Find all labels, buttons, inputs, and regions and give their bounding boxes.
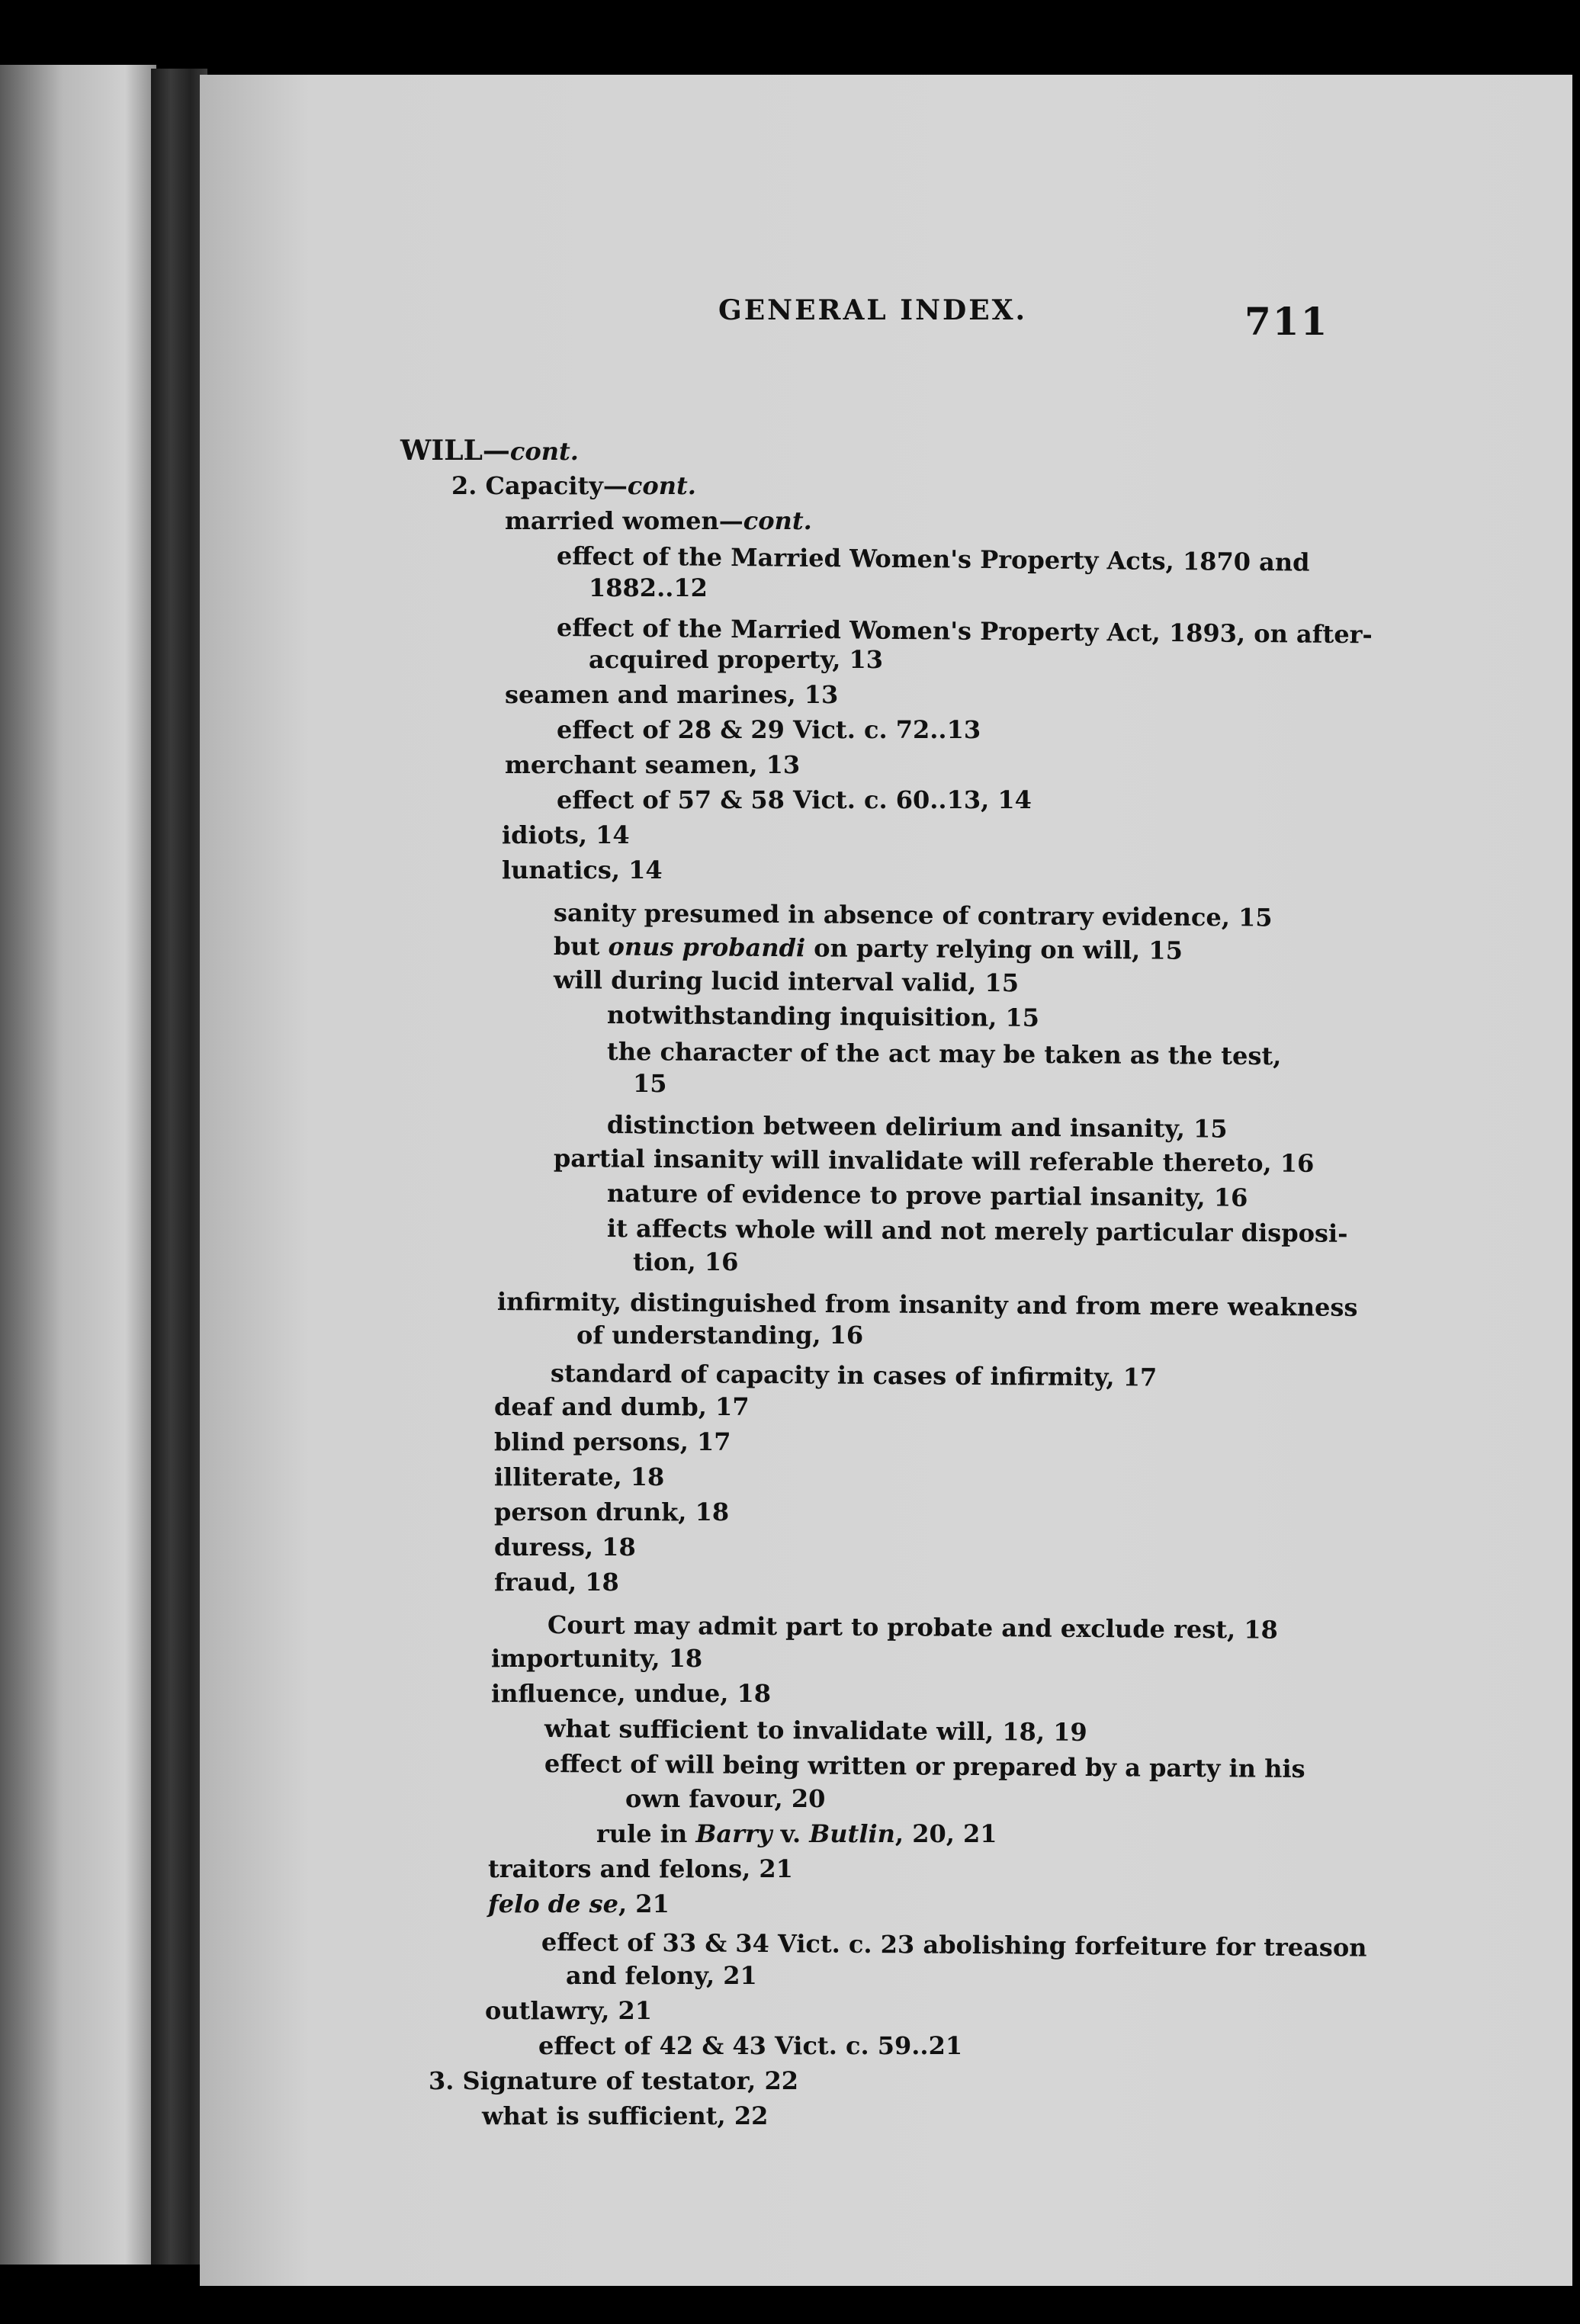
entry-text: and felony, 21	[566, 1961, 757, 1990]
entry-italic: felo de se	[488, 1889, 619, 1918]
entry-text: acquired property, 13	[589, 645, 884, 674]
entry-line	[633, 1244, 738, 1279]
entry-text: married women—	[505, 506, 743, 535]
entry-capacity	[451, 468, 696, 503]
entry-line	[494, 1424, 731, 1459]
entry-text: idiots, 14	[502, 820, 630, 849]
entry-text: it affects whole will and not merely particular disposi-	[606, 1214, 1348, 1248]
entry-text: WILL—	[400, 435, 510, 467]
entry-text: 1882..12	[589, 573, 708, 602]
entry-line	[566, 1958, 757, 1993]
entry-line	[607, 1107, 1228, 1147]
entry-line	[554, 1141, 1315, 1181]
entry-text: effect of will being written or prepared by a party in his	[544, 1749, 1305, 1783]
page-number: 711	[1244, 299, 1329, 344]
entry-line	[557, 782, 1032, 817]
entry-prefix: rule in	[596, 1819, 696, 1848]
entry-text: outlawry, 21	[485, 1996, 653, 2025]
entry-line	[485, 1993, 652, 2028]
entry-text: of understanding, 16	[576, 1321, 864, 1350]
entry-text: sanity presumed in absence of contrary evidence, 15	[553, 898, 1273, 932]
entry-line	[557, 712, 981, 747]
entry-text: tion, 16	[633, 1247, 739, 1276]
entry-line	[576, 1318, 863, 1353]
entry-line	[607, 1176, 1248, 1215]
entry-line	[488, 1886, 670, 1921]
entry-text: partial insanity will invalidate will referable thereto, 16	[553, 1144, 1315, 1178]
entry-suffix: cont.	[627, 471, 696, 500]
index-page	[200, 75, 1572, 2286]
entry-line	[482, 2098, 768, 2133]
entry-line	[494, 1459, 664, 1494]
facing-page-edge	[0, 65, 156, 2265]
entry-line	[502, 817, 630, 852]
entry-line	[596, 1816, 997, 1851]
running-head: GENERAL INDEX.	[718, 294, 1028, 326]
entry-line	[589, 570, 708, 605]
entry-text: will during lucid interval valid, 15	[553, 965, 1020, 998]
entry-text: 15	[633, 1069, 667, 1098]
entry-line	[625, 1781, 825, 1816]
entry-text: fraud, 18	[494, 1568, 619, 1597]
entry-italic: onus probandi	[608, 932, 806, 963]
entry-line	[429, 2063, 798, 2098]
entry-text: what is sufficient, 22	[482, 2101, 769, 2130]
entry-text: , 21	[618, 1889, 670, 1918]
entry-line	[538, 2028, 962, 2063]
entry-line	[491, 1641, 702, 1676]
entry-married-women	[505, 503, 812, 538]
entry-line	[554, 962, 1019, 1000]
entry-text: effect of the Married Women's Property Acts, 1870 and	[556, 541, 1310, 577]
entry-italic: Barry	[695, 1819, 772, 1848]
entry-line	[488, 1851, 793, 1886]
entry-text: v.	[772, 1819, 810, 1848]
entry-text: Court may admit part to probate and exclude rest, 18	[547, 1610, 1279, 1645]
entry-line	[494, 1389, 750, 1424]
book-gutter	[151, 69, 207, 2265]
entry-suffix: cont.	[743, 506, 812, 535]
entry-text: lunatics, 14	[502, 855, 663, 884]
entry-line	[589, 642, 883, 677]
entry-line	[544, 1711, 1087, 1750]
entry-text: merchant seamen, 13	[505, 750, 801, 779]
entry-line	[607, 1034, 1282, 1074]
entry-line	[491, 1676, 771, 1711]
entry-line	[502, 852, 663, 888]
entry-text: effect of 33 & 34 Vict. c. 23 abolishing forfeiture for treason	[541, 1928, 1367, 1963]
entry-text: nature of evidence to prove partial insanity, 16	[606, 1179, 1248, 1212]
entry-text: effect of 42 & 43 Vict. c. 59..21	[538, 2031, 963, 2060]
entry-text: the character of the act may be taken as the test,	[606, 1037, 1282, 1071]
entry-prefix: but	[553, 932, 609, 961]
entry-text: importunity, 18	[491, 1644, 703, 1673]
entry-text: 2. Capacity—	[451, 471, 628, 500]
entry-text: what sufficient to invalidate will, 18, 19	[544, 1714, 1087, 1747]
entry-text: infirmity, distinguished from insanity and from mere weakness	[496, 1287, 1358, 1322]
page-content	[200, 75, 1572, 2286]
entry-text: effect of 28 & 29 Vict. c. 72..13	[557, 715, 981, 744]
entry-text: illiterate, 18	[494, 1462, 665, 1491]
entry-suffix: cont.	[509, 437, 579, 466]
entry-line	[494, 1530, 636, 1565]
entry-text: traitors and felons, 21	[488, 1854, 793, 1883]
entry-line	[633, 1066, 667, 1101]
entry-text: standard of capacity in cases of infirmity, 17	[550, 1359, 1158, 1392]
entry-line	[505, 747, 800, 782]
entry-text: duress, 18	[494, 1533, 636, 1562]
entry-text: , 20, 21	[894, 1819, 997, 1848]
entry-line	[494, 1494, 729, 1530]
entry-heading-will	[400, 433, 579, 469]
entry-text: 3. Signature of testator, 22	[429, 2066, 798, 2095]
entry-text: influence, undue, 18	[491, 1679, 772, 1708]
entry-line	[505, 677, 838, 712]
entry-text: effect of 57 & 58 Vict. c. 60..13, 14	[557, 785, 1032, 814]
entry-line	[494, 1565, 619, 1600]
entry-text: person drunk, 18	[494, 1497, 730, 1526]
entry-text: blind persons, 17	[494, 1427, 731, 1456]
entry-line	[607, 997, 1039, 1035]
entry-text: own favour, 20	[625, 1784, 826, 1813]
entry-text: seamen and marines, 13	[505, 680, 839, 709]
entry-text: on party relying on will, 15	[804, 933, 1183, 965]
entry-italic: Butlin	[809, 1819, 895, 1848]
entry-text: effect of the Married Women's Property Act, 1893, on after-	[556, 613, 1373, 650]
entry-text: distinction between delirium and insanity, 15	[606, 1110, 1228, 1144]
entry-text: deaf and dumb, 17	[494, 1392, 750, 1421]
entry-text: notwithstanding inquisition, 15	[606, 1000, 1040, 1032]
